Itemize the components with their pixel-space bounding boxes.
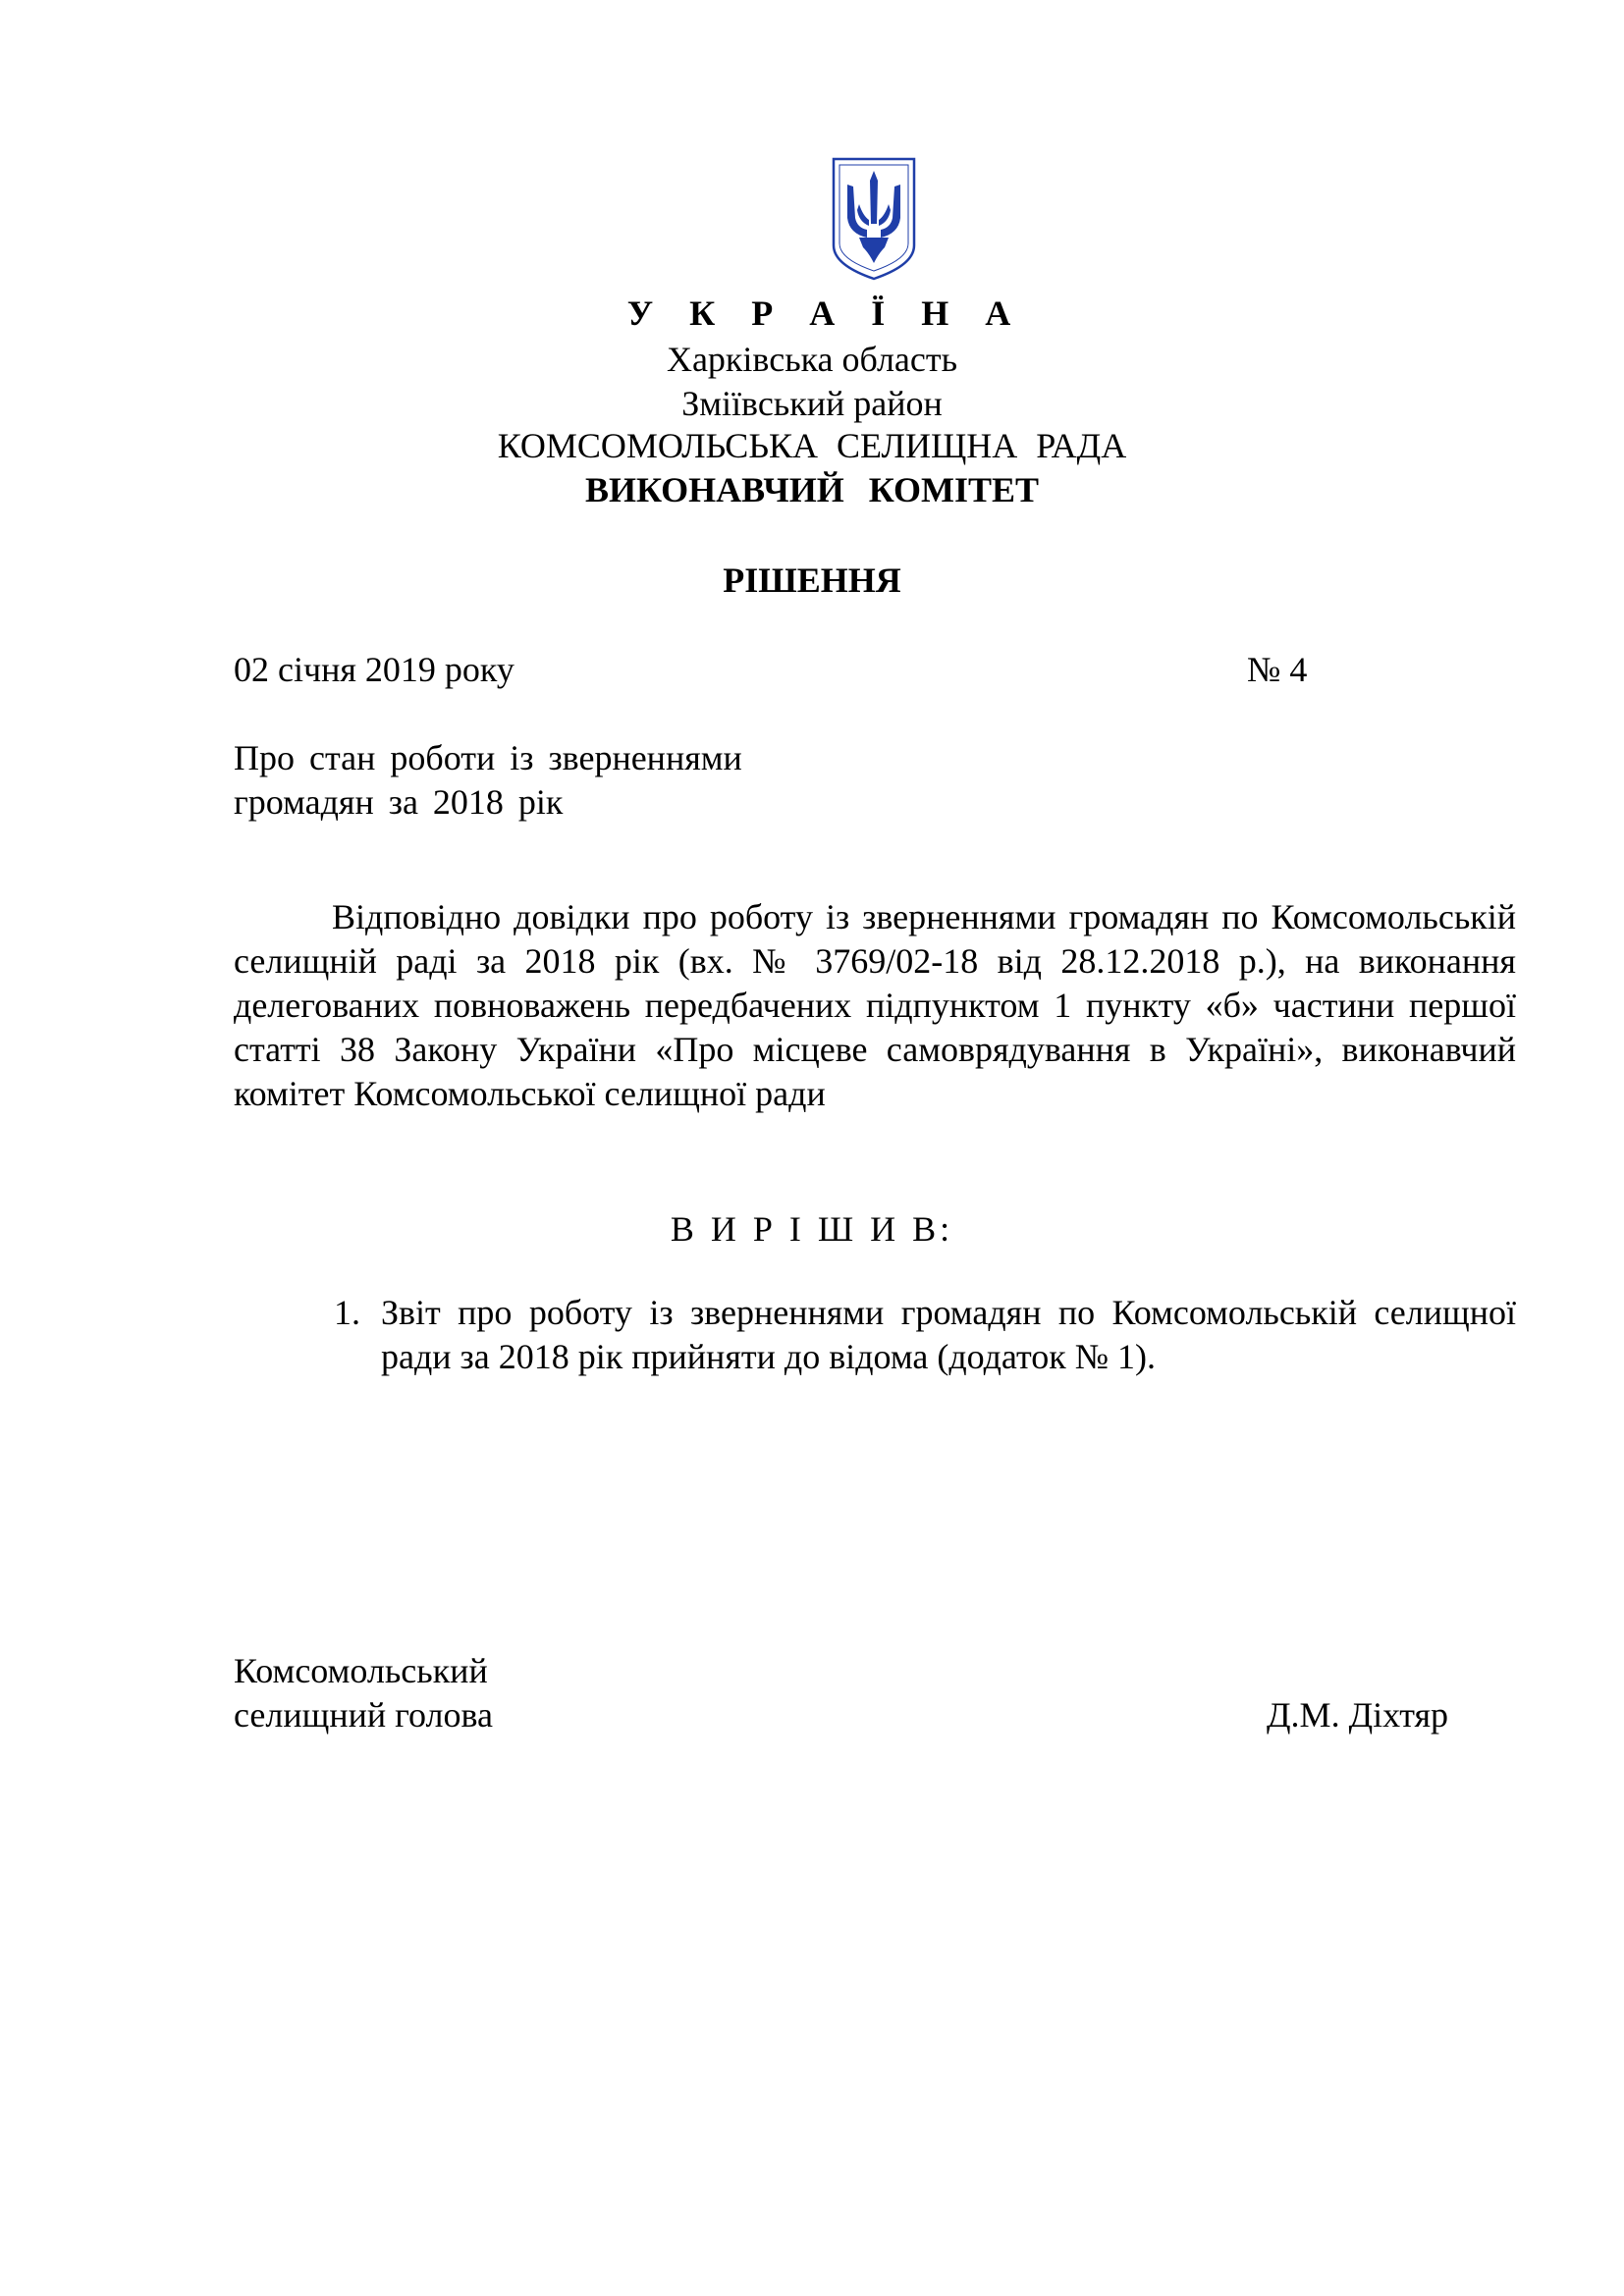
preamble-paragraph: Відповідно довідки про роботу із зверненнями громадян по Комсомольській селищній раді за 2018 рік (вх. № 3769/02-18 від 28.12.2018 р.), на виконання делегованих повноважень передбачених підпунктом 1 пункту «б» частини першої статті 38 Закону України «Про місцеве самоврядування в Україні», виконавчий комітет Комсомольської селищної ради	[234, 897, 1516, 1113]
coat-of-arms-icon	[830, 155, 918, 283]
subject-line-2: громадян за 2018 рік	[234, 782, 564, 822]
signatory-title-line-1: Комсомольський	[234, 1651, 488, 1690]
document-date: 02 січня 2019 року	[234, 650, 514, 689]
resolved-heading: В И Р І Ш И В:	[670, 1209, 954, 1249]
item-text: Звіт про роботу із зверненнями громадян по Комсомольській селищної ради за 2018 рік прийняти до відома (додаток № 1).	[381, 1293, 1516, 1376]
document-subject	[234, 736, 921, 825]
signatory-title	[234, 1649, 493, 1737]
signatory-title-line-2: селищний голова	[234, 1695, 494, 1735]
country-heading: У К Р А Ї Н А	[626, 294, 1025, 333]
document-number: № 4	[1247, 650, 1308, 689]
committee-line: ВИКОНАВЧИЙ КОМІТЕТ	[584, 470, 1040, 509]
council-line: КОМСОМОЛЬСЬКА СЕЛИЩНА РАДА	[497, 426, 1127, 465]
subject-line-1: Про стан роботи із зверненнями	[234, 738, 742, 777]
item-number: 1.	[334, 1293, 360, 1332]
region-line: Харківська область	[666, 340, 958, 379]
district-line: Зміївський район	[681, 384, 943, 423]
document-type-heading: РІШЕННЯ	[723, 561, 901, 600]
signatory-name: Д.М. Діхтяр	[1267, 1695, 1449, 1735]
